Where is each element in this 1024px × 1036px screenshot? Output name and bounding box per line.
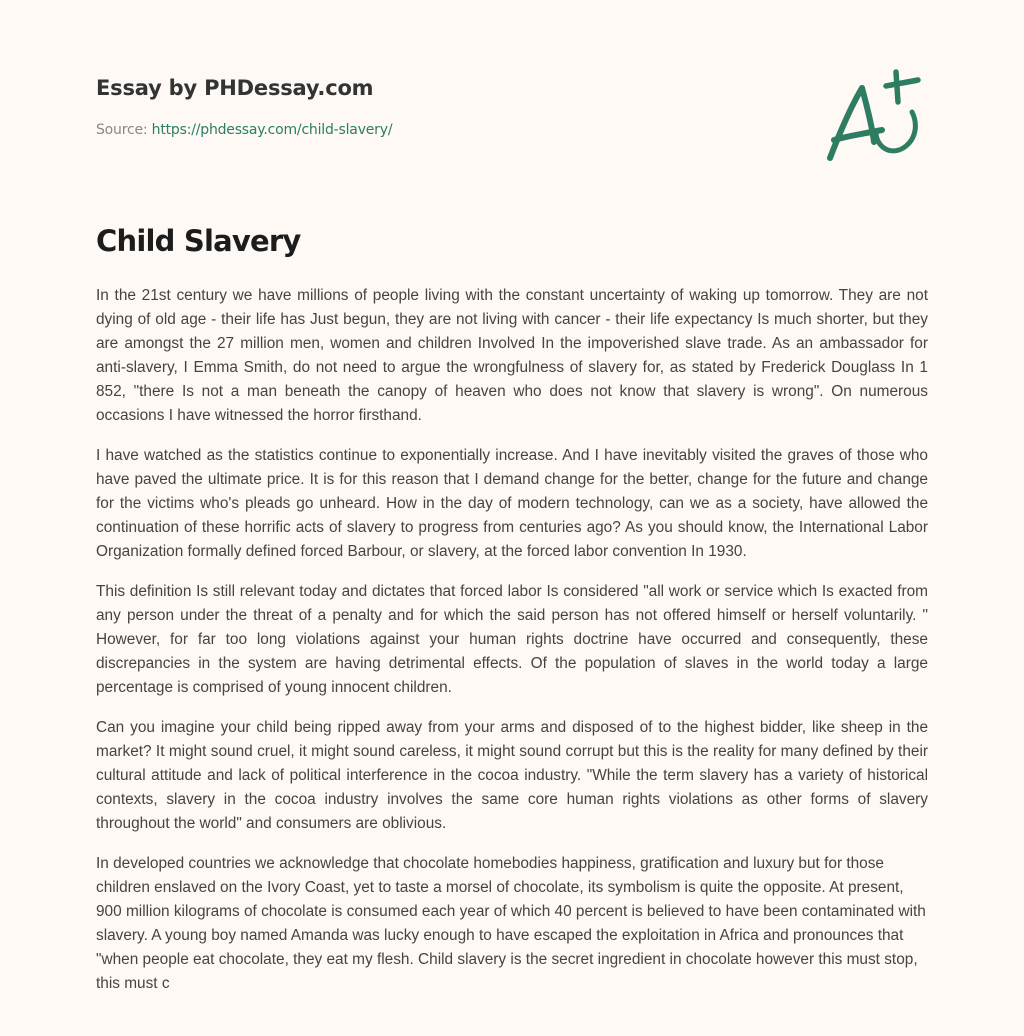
source-label: Source:	[96, 122, 148, 138]
essay-paragraph: Can you imagine your child being ripped away from your arms and disposed of to the highest bidder, like sheep in the market? It might sound cruel, it might sound careless, it might sound corrupt but this is the reality for many defined by their cultural attitude and lack of political interference in the cocoa industry. "While the term slavery has a variety of historical contexts, slavery in the cocoa industry involves the same core human rights violations as other forms of slavery throughout the world" and consumers are oblivious.	[96, 719, 928, 832]
a-plus-grade-icon	[820, 64, 932, 168]
source-line	[96, 122, 936, 138]
essay-title: Child Slavery	[96, 224, 301, 258]
page-header	[96, 76, 936, 138]
source-link[interactable]: https://phdessay.com/child-slavery/	[151, 122, 393, 138]
essay-paragraph: In the 21st century we have millions of people living with the constant uncertainty of waking up tomorrow. They are not dying of old age - their life has Just begun, they are not living with cancer - their life expectancy Is much shorter, but they are amongst the 27 million men, women and children Involved In the impoverished slave trade. As an ambassador for anti-slavery, I Emma Smith, do not need to argue the wrongfulness of slavery for, as stated by Frederick Douglass In 1 852, "there Is not a man beneath the canopy of heaven who does not know that slavery is wrong". On numerous occasions I have witnessed the horror firsthand.	[96, 287, 928, 424]
essay-paragraph: In developed countries we acknowledge that chocolate homebodies happiness, gratification and luxury but for those children enslaved on the Ivory Coast, yet to taste a morsel of chocolate, its symbolism is quite the opposite. At present, 900 million kilograms of chocolate is consumed each year of which 40 percent is believed to have been contaminated with slavery. A young boy named Amanda was lucky enough to have escaped the exploitation in Africa and pronounces that "when people eat chocolate, they eat my flesh. Child slavery is the secret ingredient in chocolate however this must stop, this must c	[96, 855, 926, 992]
essay-paragraph: I have watched as the statistics continue to exponentially increase. And I have inevitably visited the graves of those who have paved the ultimate price. It is for this reason that I demand change for the better, change for the future and change for the victims who's pleads go unheard. How in the day of modern technology, can we as a society, have allowed the continuation of these horrific acts of slavery to progress from centuries ago? As you should know, the International Labor Organization formally defined forced Barbour, or slavery, at the forced labor convention In 1930.	[96, 447, 928, 560]
essay-paragraph: This definition Is still relevant today and dictates that forced labor Is considered "all work or service which Is exacted from any person under the threat of a penalty and for which the said person has not offered himself or herself voluntarily. " However, for far too long violations against your human rights doctrine have occurred and consequently, these discrepancies in the system are having detrimental effects. Of the population of slaves in the world today a large percentage is comprised of young innocent children.	[96, 583, 928, 696]
site-title: Essay by PHDessay.com	[96, 76, 374, 100]
essay-body	[96, 284, 928, 1012]
